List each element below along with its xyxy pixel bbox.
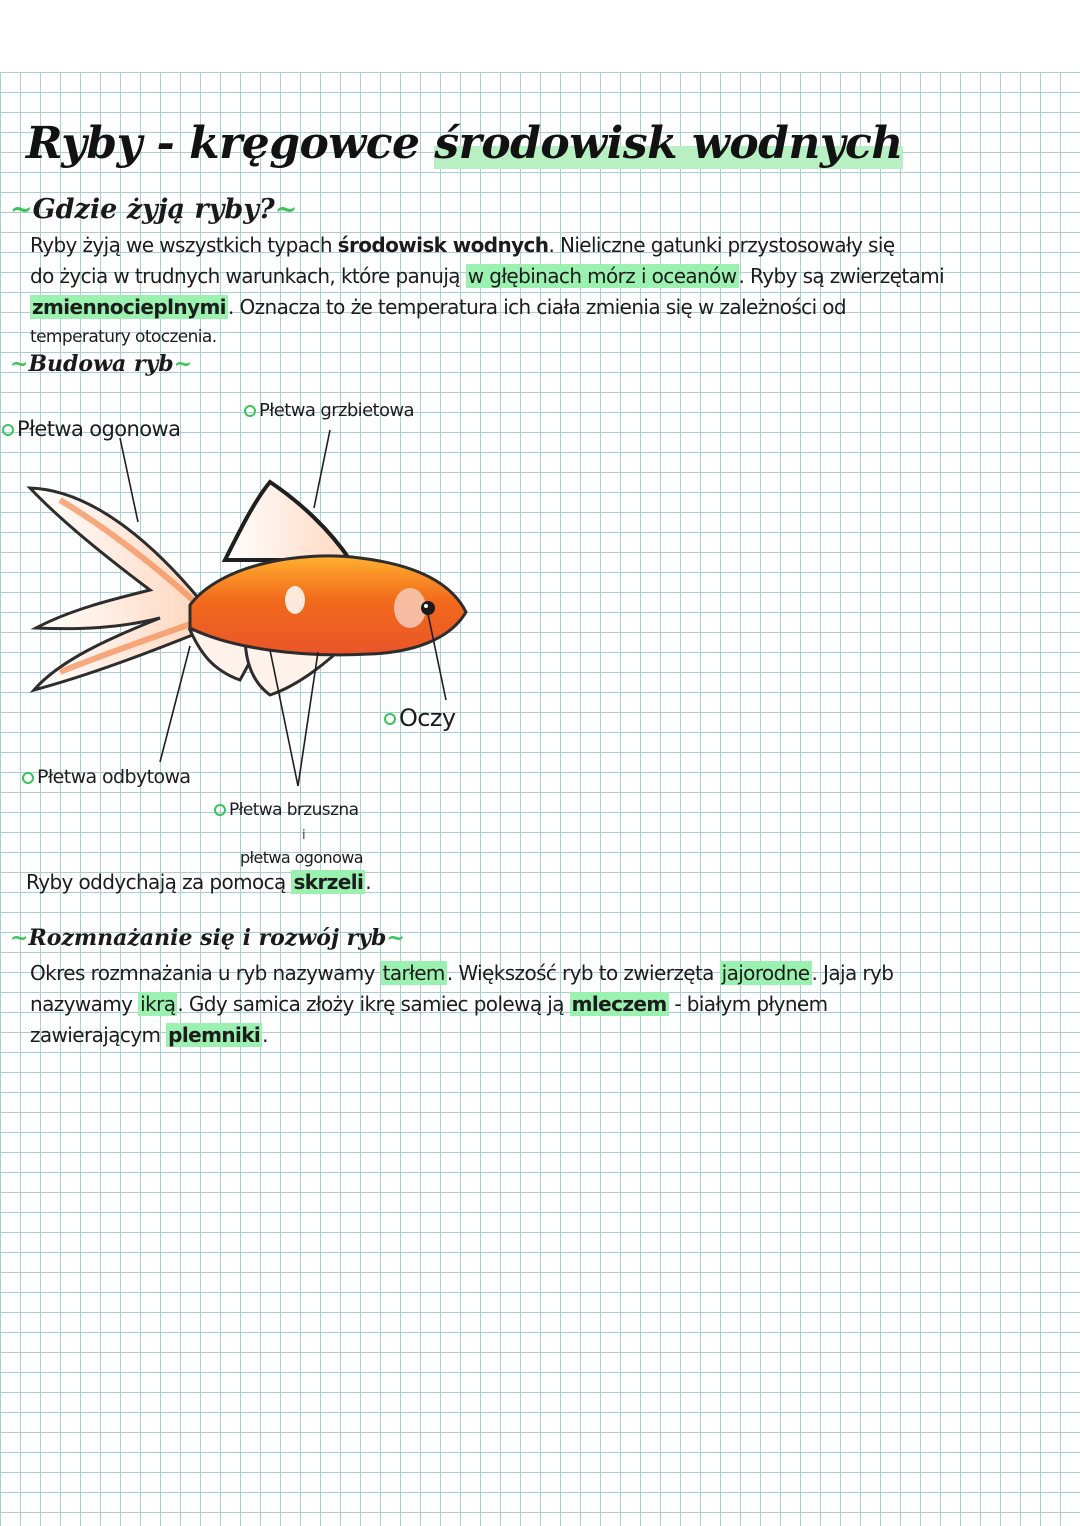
highlighted-text: w głębinach mórz i oceanów [467,264,737,288]
title-highlight: środowisk wodnych [434,118,903,169]
tilde-icon: ~ [274,194,298,225]
dorsal-fin-shape [225,482,350,560]
page-title: Ryby - kręgowce środowisk wodnych [26,118,903,169]
habitat-paragraph [30,230,1060,351]
paragraph-line: zmiennocieplnymi . Oznacza to że temperatura ich ciała zmienia się w zależności od [32,295,847,319]
label-separator: i [302,828,306,843]
label-eyes: Oczy [384,704,456,732]
highlighted-text: tarłem [382,961,445,985]
leader-line-dorsal [314,430,330,508]
highlighted-text: mleczem [571,992,667,1016]
leader-line-tail [120,438,138,522]
tail-fin-shape [30,488,200,690]
label-dot-icon [2,424,14,436]
heading-habitat: ~Gdzie żyją ryby?~ [10,194,298,225]
highlighted-text: jajorodne [721,961,810,985]
label-ventral-fin-sub: płetwa ogonowa [240,848,363,867]
goldfish-illustration [0,390,560,910]
label-dot-icon [214,804,226,816]
heading-reproduction: ~Rozmnażanie się i rozwój ryb~ [10,925,405,951]
label-dot-icon [384,713,396,725]
fish-eye-shape [421,601,435,615]
highlighted-text: zmiennocieplnymi [32,295,226,319]
tilde-icon: ~ [10,925,29,951]
highlighted-text: skrzeli [293,870,364,894]
highlighted-text: plemniki [168,1023,261,1047]
label-dot-icon [22,772,34,784]
paragraph-line: do życia w trudnych warunkach, które panują w głębinach mórz i oceanów . Ryby są zwierzętami [30,264,945,288]
label-tail-fin: Płetwa ogonowa [2,417,180,441]
highlighted-text: ikrą [140,992,176,1016]
tilde-icon: ~ [10,194,33,225]
label-anal-fin: Płetwa odbytowa [22,766,190,788]
paragraph-line: Ryby żyją we wszystkich typach środowisk wodnych. Nieliczne gatunki przystosowały się [30,233,895,257]
heading-structure: ~Budowa ryb~ [10,351,193,377]
paragraph-line: temperatury otoczenia. [30,327,217,347]
label-dorsal-fin: Płetwa grzbietowa [244,400,414,421]
fish-diagram [0,390,560,910]
paragraph-line: zawierającym plemniki . [30,1023,268,1047]
breathing-sentence: Ryby oddychają za pomocą skrzeli . [26,870,372,894]
reproduction-paragraph [30,958,1060,1051]
label-ventral-fin: Płetwa brzuszna [214,800,358,820]
label-dot-icon [244,405,256,417]
paragraph-line: Okres rozmnażania u ryb nazywamy tarłem . Większość ryb to zwierzęta jajorodne . Jaja ryb [30,961,894,985]
leader-line-anal [160,646,190,762]
paragraph-line: nazywamy ikrą . Gdy samica złoży ikrę samiec polewą ją mleczem - białym płynem [30,992,828,1016]
tilde-icon: ~ [386,925,405,951]
tilde-icon: ~ [173,351,193,377]
tilde-icon: ~ [10,351,29,377]
